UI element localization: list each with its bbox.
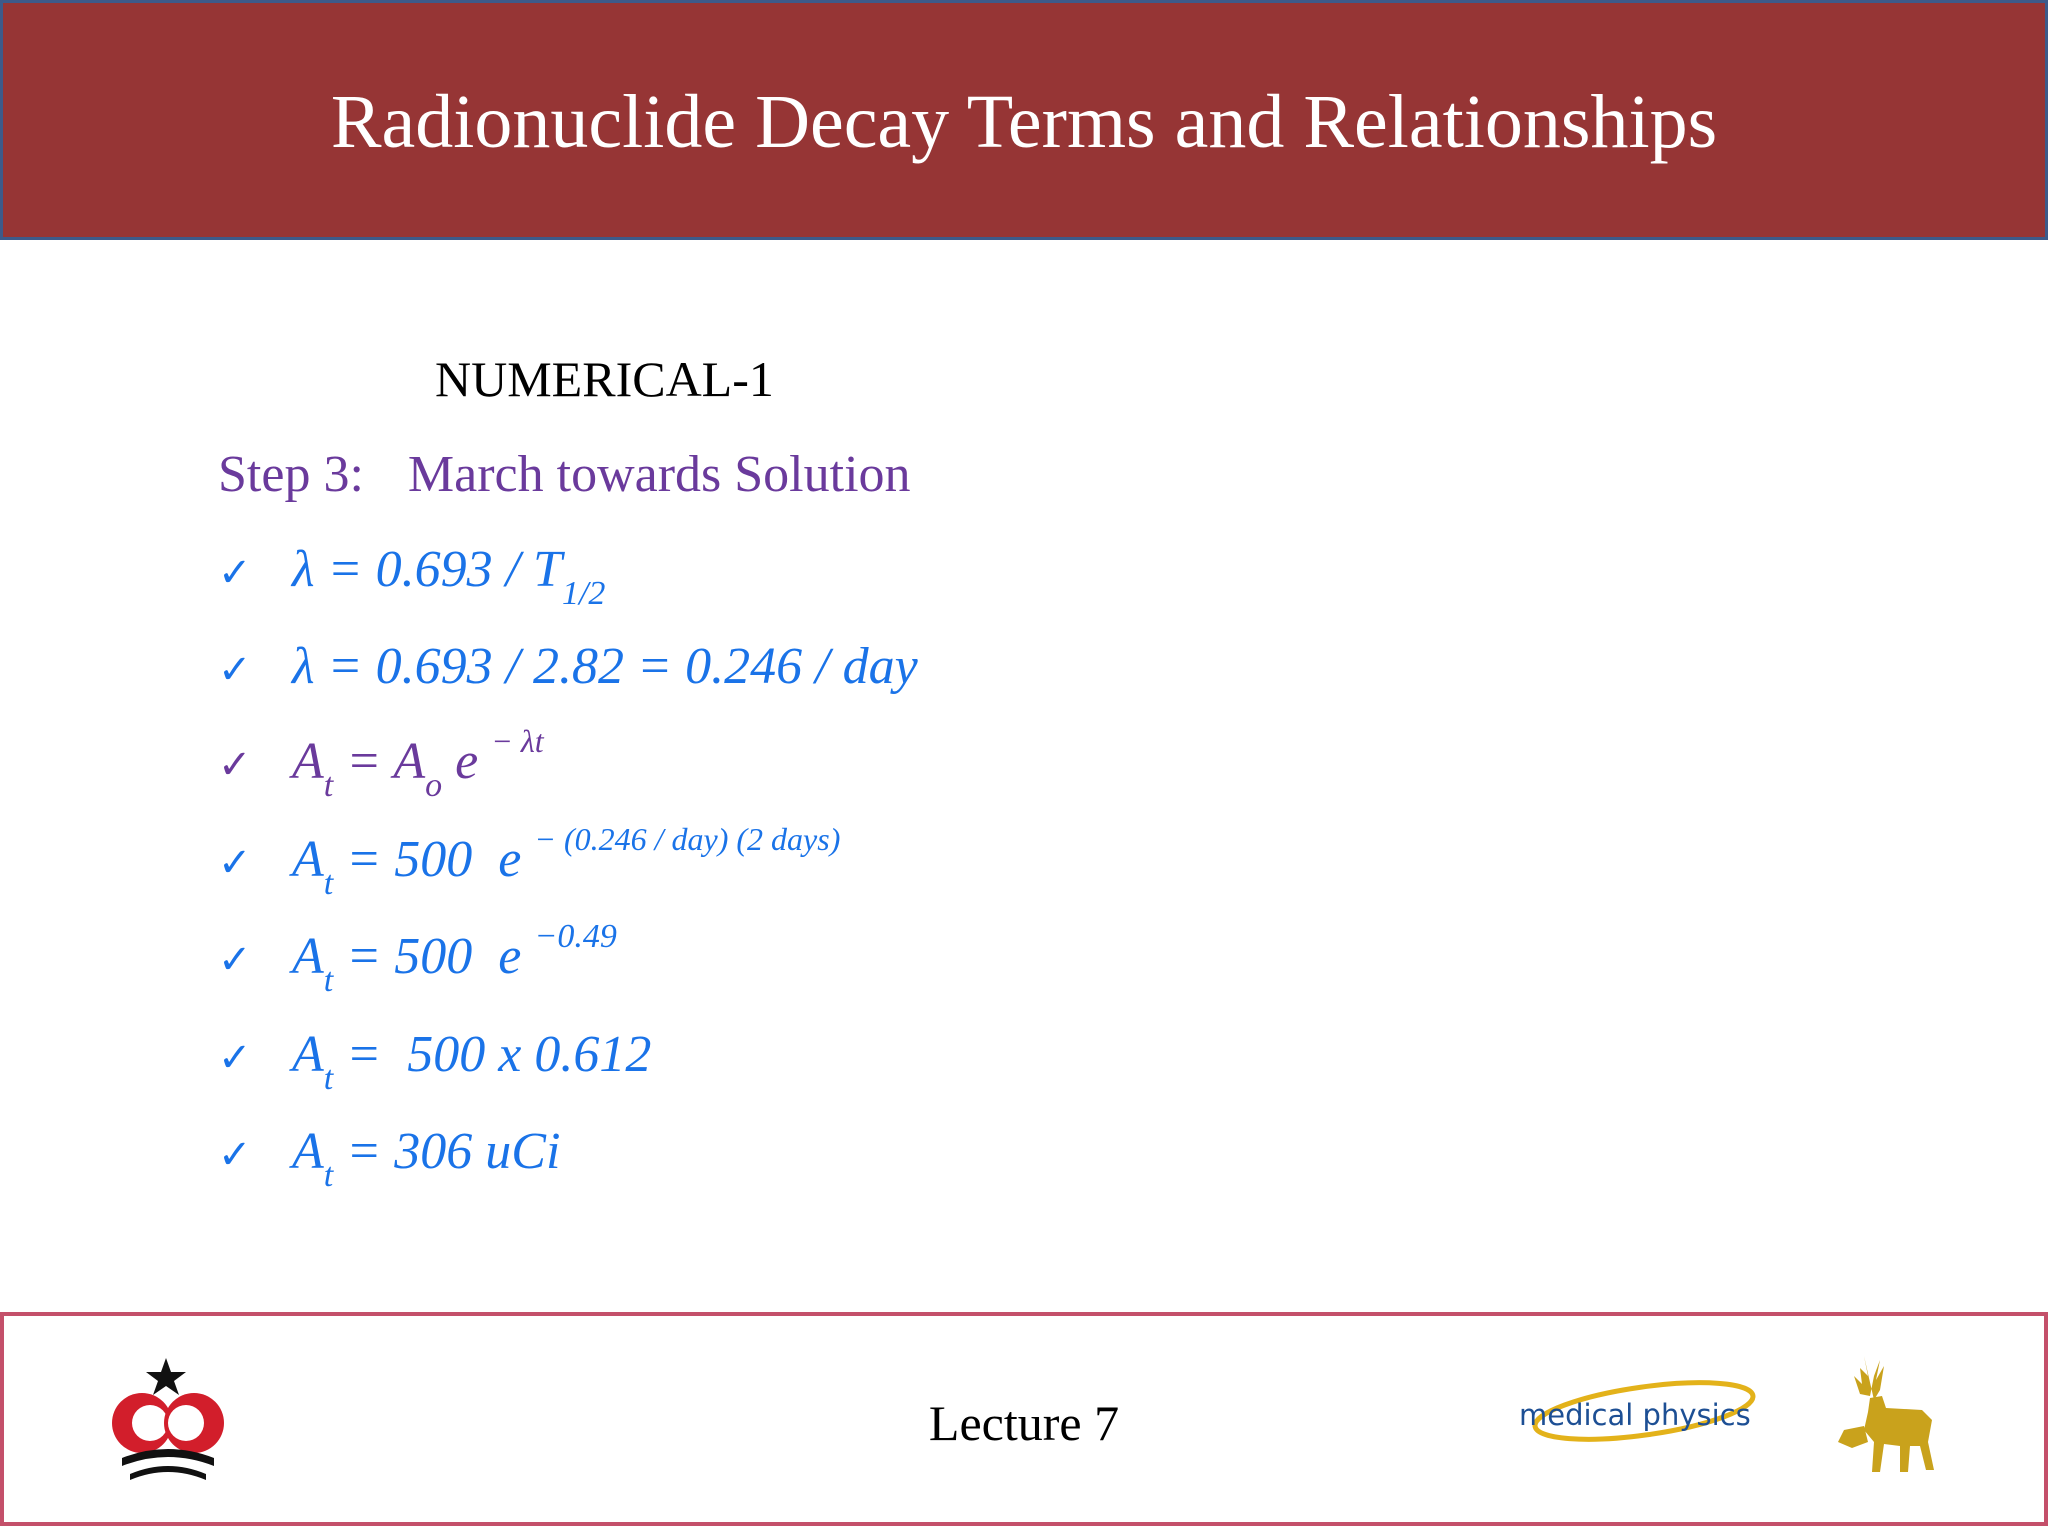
- check-icon: ✓: [218, 647, 252, 693]
- equation-1: [218, 540, 606, 612]
- equation-3: [218, 723, 544, 804]
- medical-physics-logo: [1509, 1366, 1789, 1476]
- equation-subscript: t: [323, 1060, 334, 1097]
- check-icon: ✓: [218, 840, 252, 886]
- equation-2: [218, 637, 918, 696]
- equation-exp-base: e: [442, 733, 492, 790]
- equation-subscript: t: [323, 962, 334, 999]
- stag-icon: [1824, 1346, 1944, 1486]
- equation-symbol: A: [292, 831, 324, 888]
- equation-main: λ = 0.693 / T: [292, 541, 562, 598]
- equation-5: [218, 918, 617, 999]
- equation-4: [218, 821, 841, 902]
- slide-title: Radionuclide Decay Terms and Relationships: [330, 79, 1718, 164]
- equation-middle: = A: [333, 733, 426, 790]
- equation-subscript: 1/2: [561, 575, 606, 612]
- slide-content: [0, 240, 2048, 1310]
- equation-superscript: −0.49: [534, 918, 617, 955]
- step-text: March towards Solution: [407, 446, 911, 503]
- title-bar: [0, 0, 2048, 240]
- step-heading: [218, 445, 911, 504]
- lecture-label: Lecture 7: [928, 1395, 1120, 1451]
- equation-main: λ = 0.693 / 2.82 = 0.246 / day: [292, 638, 918, 695]
- equation-7: [218, 1122, 561, 1194]
- check-icon: ✓: [218, 1035, 252, 1081]
- equation-middle: = 500 e: [333, 928, 535, 985]
- logo-text: medical physics: [1519, 1398, 1751, 1432]
- check-icon: ✓: [218, 1132, 252, 1178]
- equation-subscript: t: [323, 1157, 334, 1194]
- equation-symbol: A: [292, 928, 324, 985]
- section-title: NUMERICAL-1: [435, 351, 774, 407]
- equation-symbol: A: [292, 1123, 324, 1180]
- equation-symbol: A: [292, 733, 324, 790]
- equation-middle: = 306 uCi: [333, 1123, 561, 1180]
- equation-middle: = 500 e: [333, 831, 535, 888]
- step-label: Step 3:: [218, 446, 364, 503]
- stag-crest: [1824, 1346, 1944, 1491]
- equation-subscript: o: [425, 767, 443, 804]
- equation-subscript: t: [323, 767, 334, 804]
- check-icon: ✓: [218, 550, 252, 596]
- equation-symbol: A: [292, 1026, 324, 1083]
- equation-superscript: − (0.246 / day) (2 days): [534, 821, 841, 857]
- equation-middle: = 500 x 0.612: [333, 1026, 652, 1083]
- footer-bar: [0, 1312, 2048, 1526]
- equation-6: [218, 1025, 652, 1097]
- equation-superscript: − λt: [491, 723, 544, 759]
- check-icon: ✓: [218, 937, 252, 983]
- equation-subscript: t: [323, 865, 334, 902]
- check-icon: ✓: [218, 742, 252, 788]
